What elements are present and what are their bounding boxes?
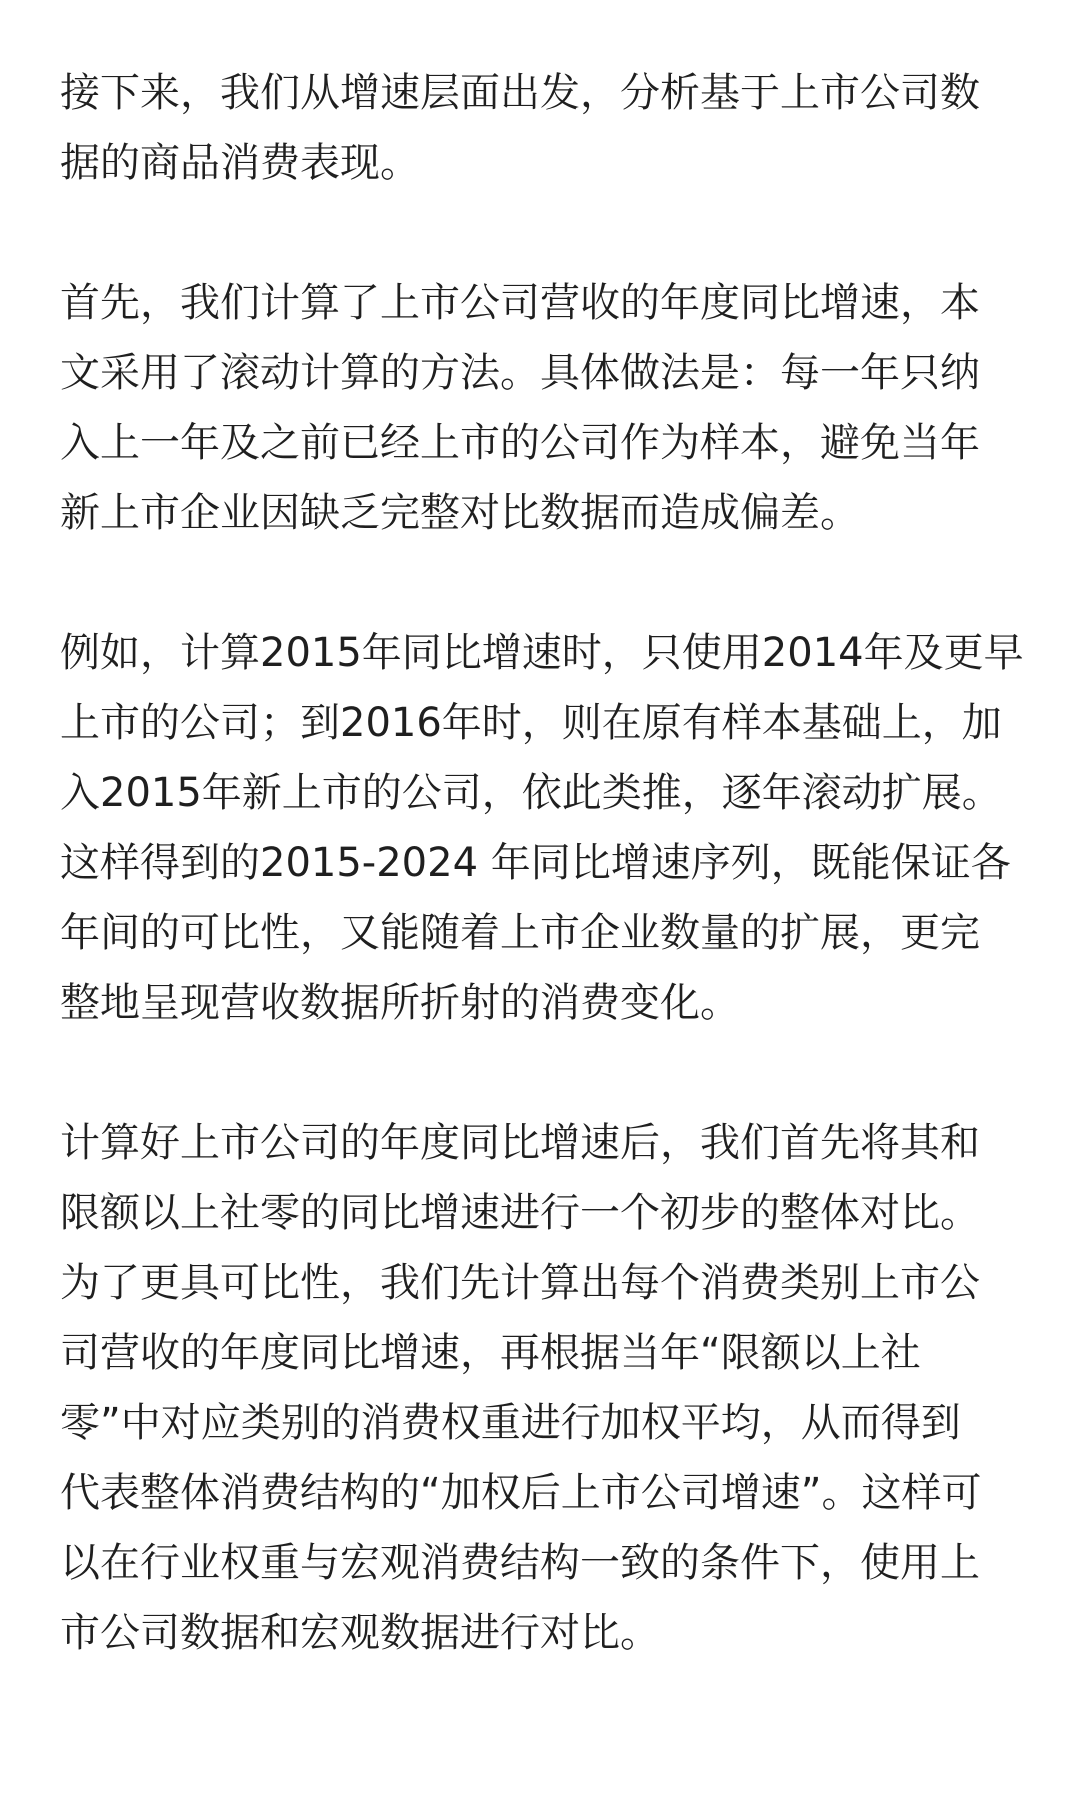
paragraph-line: 计算好上市公司的年度同比增速后，我们首先将其和 (60, 1120, 980, 1166)
paragraph-line: 例如，计算2015年同比增速时，只使用2014年及更早 (60, 630, 1024, 676)
paragraph-line: 整地呈现营收数据所折射的消费变化。 (60, 980, 740, 1026)
article-body (60, 58, 1024, 1668)
paragraph-line: 据的商品消费表现。 (60, 140, 420, 186)
paragraph-line: 接下来，我们从增速层面出发，分析基于上市公司数 (60, 70, 980, 116)
paragraph-line: 新上市企业因缺乏完整对比数据而造成偏差。 (60, 490, 860, 536)
paragraph-line: 限额以上社零的同比增速进行一个初步的整体对比。 (60, 1190, 980, 1236)
paragraph-line: 为了更具可比性，我们先计算出每个消费类别上市公 (60, 1260, 980, 1306)
paragraph-line: 零”中对应类别的消费权重进行加权平均，从而得到 (60, 1400, 961, 1446)
paragraph-line: 司营收的年度同比增速，再根据当年“限额以上社 (60, 1330, 921, 1376)
paragraph-line: 这样得到的2015-2024 年同比增速序列，既能保证各 (60, 840, 1011, 886)
paragraph-line: 市公司数据和宏观数据进行对比。 (60, 1610, 660, 1656)
paragraph-line: 文采用了滚动计算的方法。具体做法是：每一年只纳 (60, 350, 980, 396)
paragraph-line: 以在行业权重与宏观消费结构一致的条件下，使用上 (60, 1540, 980, 1586)
paragraph-line: 首先，我们计算了上市公司营收的年度同比增速，本 (60, 280, 980, 326)
paragraph-example (60, 618, 1024, 1038)
paragraph-line: 上市的公司；到2016年时，则在原有样本基础上，加 (60, 700, 1002, 746)
paragraph-line: 年间的可比性，又能随着上市企业数量的扩展，更完 (60, 910, 980, 956)
paragraph-method (60, 268, 1020, 548)
paragraph-comparison (60, 1108, 1020, 1668)
paragraph-line: 代表整体消费结构的“加权后上市公司增速”。这样可 (60, 1470, 982, 1516)
paragraph-line: 入2015年新上市的公司，依此类推，逐年滚动扩展。 (60, 770, 1002, 816)
paragraph-intro (60, 58, 1020, 198)
paragraph-line: 入上一年及之前已经上市的公司作为样本，避免当年 (60, 420, 980, 466)
